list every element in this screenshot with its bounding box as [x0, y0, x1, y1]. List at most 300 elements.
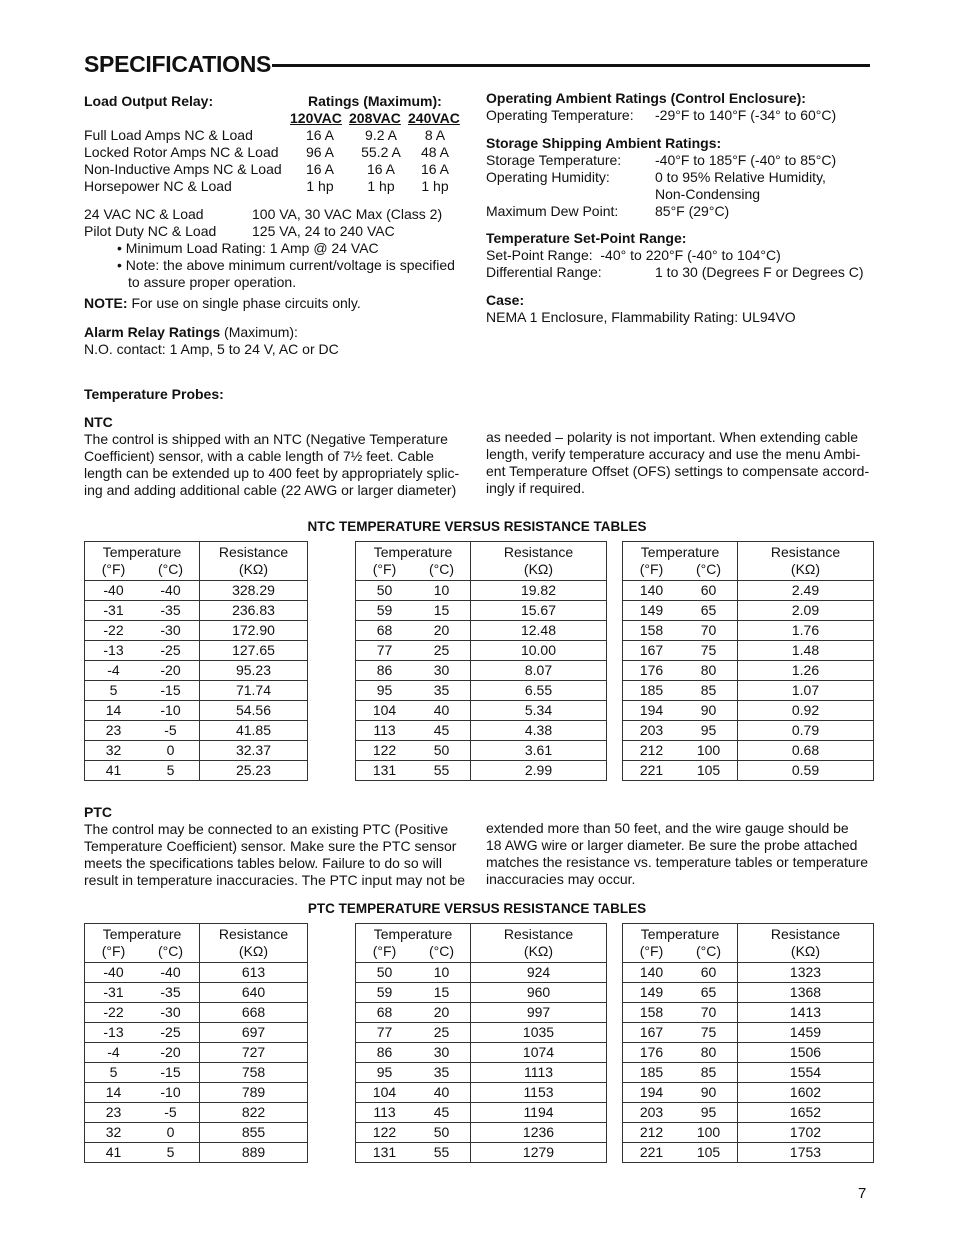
table-row — [356, 761, 607, 781]
celsius-value: 90 — [700, 1084, 717, 1100]
resistance-value: 960 — [471, 983, 607, 1003]
celsius-value: -20 — [160, 662, 181, 678]
temperature-cell — [356, 741, 471, 761]
temperature-header-label: Temperature — [102, 926, 182, 942]
fahrenheit-header: (°F) — [101, 561, 126, 577]
storage-value: -40°F to 185°F (-40° to 85°C) — [655, 152, 837, 168]
storage-label — [486, 186, 621, 203]
celsius-value: -5 — [164, 1104, 177, 1120]
celsius-value: -30 — [160, 1004, 181, 1020]
table-row — [356, 581, 607, 601]
table-row — [623, 741, 874, 761]
differential-label: Differential Range: — [486, 264, 602, 280]
temperature-header-label: Temperature — [640, 926, 720, 942]
fahrenheit-value: 149 — [639, 984, 664, 1000]
temperature-cell — [623, 983, 738, 1003]
fahrenheit-value: 194 — [639, 702, 664, 718]
table-row — [623, 1063, 874, 1083]
ptc-table — [84, 923, 308, 1163]
temperature-cell — [85, 761, 200, 781]
fahrenheit-value: 86 — [376, 1044, 393, 1060]
table-row — [85, 1003, 308, 1023]
table-row — [85, 983, 308, 1003]
resistance-value: 855 — [200, 1123, 308, 1143]
resistance-value: 0.92 — [738, 701, 874, 721]
temperature-cell — [356, 661, 471, 681]
bullet-item: • Note: the above minimum current/voltage is specified to assure proper operation. — [117, 257, 455, 290]
fahrenheit-value: 23 — [105, 722, 122, 738]
setpoint-range: Set-Point Range: -40° to 220°F (-40° to 104°C) — [486, 247, 781, 263]
resistance-unit: (KΩ) — [238, 561, 269, 577]
resistance-value: 1279 — [471, 1143, 607, 1163]
ptc-heading: PTC — [84, 804, 112, 820]
resistance-value: 889 — [200, 1143, 308, 1163]
table-row — [623, 761, 874, 781]
unit-headers — [85, 561, 199, 578]
fahrenheit-value: 158 — [639, 1004, 664, 1020]
celsius-value: -40 — [160, 964, 181, 980]
resistance-value: 2.99 — [471, 761, 607, 781]
celsius-value: 45 — [433, 1104, 450, 1120]
fahrenheit-value: -22 — [103, 622, 124, 638]
fahrenheit-value: 50 — [376, 964, 393, 980]
fahrenheit-value: 194 — [639, 1084, 664, 1100]
celsius-value: 15 — [433, 602, 450, 618]
temperature-cell — [623, 621, 738, 641]
ntc-paragraph-left: The control is shipped with an NTC (Negative Temperature Coefficient) sensor, with a cable length of 7½ feet. Cable length can be extended up to 400 feet by appropriately splic- ing and adding additional cable (22 AWG or larger diameter) — [84, 431, 460, 498]
fahrenheit-value: -4 — [107, 662, 120, 678]
celsius-value: 15 — [433, 984, 450, 1000]
fahrenheit-value: 167 — [639, 642, 664, 658]
note-label: NOTE: — [84, 295, 128, 311]
storage-value: 85°F (29°C) — [655, 203, 730, 219]
unit-headers — [356, 561, 470, 578]
relay-value: 16 A — [305, 161, 335, 177]
table-row — [356, 1123, 607, 1143]
temperature-cell — [623, 963, 738, 983]
table-row — [356, 741, 607, 761]
temperature-cell — [85, 741, 200, 761]
resistance-value: 1074 — [471, 1043, 607, 1063]
celsius-value: 55 — [433, 762, 450, 778]
temperature-cell — [356, 1103, 471, 1123]
ntc-paragraph-right: as needed – polarity is not important. When extending cable length, verify temperature accuracy and use the menu Ambi- ent Temperature Offset (OFS) settings to compensate accord- ingly if required. — [486, 429, 870, 496]
celsius-value: 105 — [696, 762, 721, 778]
table-row — [356, 1083, 607, 1103]
temperature-cell — [623, 1103, 738, 1123]
temperature-cell — [85, 963, 200, 983]
va-labels — [84, 206, 216, 240]
table-row — [356, 1143, 607, 1163]
note-text: For use on single phase circuits only. — [127, 295, 361, 311]
temperature-cell — [85, 983, 200, 1003]
table-row — [356, 1063, 607, 1083]
relay-row-label: Horsepower NC & Load — [84, 178, 232, 194]
fahrenheit-value: 203 — [639, 1104, 664, 1120]
fahrenheit-value: 113 — [373, 1104, 396, 1120]
temperature-cell — [85, 1003, 200, 1023]
relay-value: 48 A — [420, 144, 450, 160]
resistance-value: 6.55 — [471, 681, 607, 701]
relay-value: 9.2 A — [365, 127, 397, 143]
fahrenheit-value: -31 — [103, 984, 124, 1000]
fahrenheit-value: 212 — [639, 742, 664, 758]
temperature-cell — [85, 601, 200, 621]
table-row — [356, 1043, 607, 1063]
temperature-header-label: Temperature — [102, 544, 182, 560]
temperature-cell — [623, 1123, 738, 1143]
celsius-value: 50 — [433, 1124, 450, 1140]
temperature-cell — [623, 1043, 738, 1063]
resistance-value: 127.65 — [200, 641, 308, 661]
resistance-value: 613 — [200, 963, 308, 983]
ratings-heading: Ratings (Maximum): — [308, 93, 442, 109]
temperature-cell — [356, 1083, 471, 1103]
relay-row-label: Non-Inductive Amps NC & Load — [84, 161, 282, 177]
celsius-value: 70 — [700, 1004, 717, 1020]
celsius-value: 95 — [700, 1104, 717, 1120]
resistance-value: 172.90 — [200, 621, 308, 641]
resistance-value: 41.85 — [200, 721, 308, 741]
table-row — [85, 601, 308, 621]
resistance-value: 1702 — [738, 1123, 874, 1143]
relay-col-120 — [290, 127, 350, 195]
fahrenheit-value: 122 — [372, 742, 397, 758]
fahrenheit-value: -31 — [103, 602, 124, 618]
celsius-value: 25 — [433, 1024, 450, 1040]
relay-value: 16 A — [305, 127, 335, 143]
table-row — [85, 681, 308, 701]
celsius-value: -35 — [160, 602, 181, 618]
table-row — [85, 721, 308, 741]
fahrenheit-value: 50 — [376, 582, 393, 598]
celsius-value: 45 — [433, 722, 450, 738]
temperature-cell — [356, 963, 471, 983]
ntc-table — [84, 541, 308, 781]
table-row — [356, 601, 607, 621]
resistance-value: 1.76 — [738, 621, 874, 641]
fahrenheit-value: 185 — [639, 682, 664, 698]
fahrenheit-value: 14 — [105, 702, 122, 718]
resistance-unit: (KΩ) — [238, 943, 269, 959]
fahrenheit-value: 131 — [372, 1144, 397, 1160]
resistance-value: 4.38 — [471, 721, 607, 741]
resistance-value: 8.07 — [471, 661, 607, 681]
va-value: 100 VA, 30 VAC Max (Class 2) — [252, 206, 443, 222]
temperature-cell — [85, 641, 200, 661]
temperature-cell — [85, 1043, 200, 1063]
table-row — [623, 661, 874, 681]
temperature-header — [85, 542, 200, 581]
table-row — [623, 1143, 874, 1163]
table-row — [356, 681, 607, 701]
resistance-header-label: Resistance — [770, 926, 841, 942]
va-label: Pilot Duty NC & Load — [84, 223, 217, 239]
unit-headers — [623, 561, 737, 578]
temperature-cell — [623, 1023, 738, 1043]
temperature-header — [623, 924, 738, 963]
fahrenheit-value: 86 — [376, 662, 393, 678]
fahrenheit-value: 149 — [639, 602, 664, 618]
relay-row-label: Full Load Amps NC & Load — [84, 127, 253, 143]
temperature-cell — [356, 681, 471, 701]
temperature-cell — [85, 1023, 200, 1043]
relay-value: 1 hp — [421, 178, 449, 194]
table-row — [356, 963, 607, 983]
voltage-120: 120VAC — [290, 110, 342, 126]
temperature-cell — [356, 983, 471, 1003]
celsius-value: -15 — [160, 682, 181, 698]
page-number: 7 — [858, 1185, 867, 1202]
celsius-value: -25 — [160, 642, 181, 658]
table-header-row — [356, 924, 607, 963]
temperature-header — [356, 542, 471, 581]
celsius-value: 20 — [433, 622, 450, 638]
table-row — [85, 1063, 308, 1083]
resistance-value: 1506 — [738, 1043, 874, 1063]
alarm-heading: Alarm Relay Ratings (Maximum): — [84, 324, 298, 340]
temperature-cell — [623, 1063, 738, 1083]
fahrenheit-value: 212 — [639, 1124, 664, 1140]
relay-value: 1 hp — [306, 178, 334, 194]
celsius-value: 25 — [433, 642, 450, 658]
table-row — [85, 963, 308, 983]
table-row — [356, 1003, 607, 1023]
celsius-value: 30 — [433, 662, 450, 678]
temperature-cell — [85, 701, 200, 721]
resistance-value: 1035 — [471, 1023, 607, 1043]
title-rule — [272, 64, 870, 67]
ptc-table — [622, 923, 874, 1163]
temperature-cell — [85, 661, 200, 681]
storage-labels — [486, 152, 621, 220]
resistance-value: 924 — [471, 963, 607, 983]
resistance-value: 822 — [200, 1103, 308, 1123]
temperature-cell — [85, 1103, 200, 1123]
temperature-cell — [356, 601, 471, 621]
table-header-row — [356, 542, 607, 581]
fahrenheit-value: 32 — [105, 1124, 122, 1140]
temperature-cell — [85, 621, 200, 641]
case-text: NEMA 1 Enclosure, Flammability Rating: UL94VO — [486, 309, 796, 325]
fahrenheit-value: -4 — [107, 1044, 120, 1060]
fahrenheit-value: -40 — [103, 964, 124, 980]
temperature-header — [623, 542, 738, 581]
resistance-header — [738, 924, 874, 963]
celsius-header: (°C) — [428, 561, 455, 577]
resistance-value: 328.29 — [200, 581, 308, 601]
storage-label: Maximum Dew Point: — [486, 203, 619, 219]
temperature-cell — [623, 761, 738, 781]
resistance-value: 2.09 — [738, 601, 874, 621]
ambient-label: Operating Temperature: — [486, 107, 634, 123]
celsius-value: 5 — [166, 762, 175, 778]
celsius-value: 100 — [696, 742, 721, 758]
differential-value: 1 to 30 (Degrees F or Degrees C) — [655, 264, 864, 280]
celsius-value: 60 — [700, 582, 717, 598]
table-row — [356, 641, 607, 661]
celsius-value: 75 — [700, 642, 717, 658]
table-row — [85, 581, 308, 601]
celsius-value: 50 — [433, 742, 450, 758]
celsius-value: 80 — [700, 662, 717, 678]
ntc-table — [355, 541, 607, 781]
relay-value: 55.2 A — [361, 144, 401, 160]
resistance-value: 997 — [471, 1003, 607, 1023]
resistance-value: 789 — [200, 1083, 308, 1103]
temperature-cell — [85, 721, 200, 741]
va-value: 125 VA, 24 to 240 VAC — [252, 223, 395, 239]
table-row — [85, 701, 308, 721]
fahrenheit-value: 122 — [372, 1124, 397, 1140]
temperature-cell — [623, 741, 738, 761]
relay-value: 8 A — [424, 127, 446, 143]
resistance-value: 0.59 — [738, 761, 874, 781]
resistance-header-label: Resistance — [218, 544, 289, 560]
table-row — [85, 1103, 308, 1123]
fahrenheit-value: 104 — [372, 702, 397, 718]
relay-value: 16 A — [366, 161, 396, 177]
temperature-header-label: Temperature — [373, 926, 453, 942]
temperature-cell — [623, 661, 738, 681]
celsius-value: -40 — [160, 582, 181, 598]
table-row — [356, 1103, 607, 1123]
load-output-heading: Load Output Relay: — [84, 93, 214, 109]
fahrenheit-value: 23 — [105, 1104, 122, 1120]
resistance-value: 1554 — [738, 1063, 874, 1083]
resistance-value: 12.48 — [471, 621, 607, 641]
probes-heading: Temperature Probes: — [84, 386, 224, 402]
celsius-value: 0 — [166, 1124, 175, 1140]
temperature-cell — [623, 1143, 738, 1163]
resistance-unit: (KΩ) — [523, 561, 554, 577]
temperature-cell — [623, 601, 738, 621]
ntc-heading: NTC — [84, 414, 113, 430]
storage-value: 0 to 95% Relative Humidity, — [655, 169, 826, 185]
ptc-paragraph-left: The control may be connected to an existing PTC (Positive Temperature Coefficient) sensor. Make sure the PTC sensor meets the specifications tables below. Failure to do so will result in temperature inaccuracies. The PTC input may not be — [84, 821, 466, 888]
temperature-cell — [623, 701, 738, 721]
fahrenheit-value: 140 — [639, 964, 664, 980]
temperature-header — [85, 924, 200, 963]
unit-headers — [356, 943, 470, 960]
relay-col-240 — [408, 127, 462, 195]
resistance-value: 3.61 — [471, 741, 607, 761]
temperature-cell — [356, 1143, 471, 1163]
temperature-cell — [85, 1063, 200, 1083]
temperature-header-label: Temperature — [373, 544, 453, 560]
table-row — [85, 1043, 308, 1063]
table-row — [85, 1083, 308, 1103]
fahrenheit-header: (°F) — [101, 943, 126, 959]
celsius-header: (°C) — [695, 561, 722, 577]
temperature-cell — [356, 1003, 471, 1023]
fahrenheit-value: 176 — [639, 1044, 664, 1060]
temperature-cell — [85, 681, 200, 701]
resistance-unit: (KΩ) — [790, 561, 821, 577]
temperature-cell — [356, 761, 471, 781]
resistance-value: 1153 — [471, 1083, 607, 1103]
table-row — [85, 1023, 308, 1043]
resistance-value: 54.56 — [200, 701, 308, 721]
resistance-value: 1.07 — [738, 681, 874, 701]
resistance-header — [738, 542, 874, 581]
unit-headers — [85, 943, 199, 960]
fahrenheit-value: 14 — [105, 1084, 122, 1100]
celsius-value: 85 — [700, 682, 717, 698]
celsius-value: 10 — [433, 964, 450, 980]
resistance-value: 1459 — [738, 1023, 874, 1043]
temperature-cell — [623, 581, 738, 601]
fahrenheit-value: 158 — [639, 622, 664, 638]
table-row — [623, 601, 874, 621]
fahrenheit-header: (°F) — [372, 561, 397, 577]
va-values — [252, 206, 442, 240]
celsius-value: 105 — [696, 1144, 721, 1160]
table-row — [85, 641, 308, 661]
celsius-header: (°C) — [695, 943, 722, 959]
temperature-cell — [356, 701, 471, 721]
temperature-cell — [85, 1123, 200, 1143]
table-row — [623, 1023, 874, 1043]
temperature-cell — [356, 641, 471, 661]
temperature-cell — [623, 641, 738, 661]
storage-values — [655, 152, 836, 220]
celsius-value: 5 — [166, 1144, 175, 1160]
celsius-value: -5 — [164, 722, 177, 738]
fahrenheit-value: 59 — [376, 602, 393, 618]
fahrenheit-value: 59 — [376, 984, 393, 1000]
resistance-value: 758 — [200, 1063, 308, 1083]
celsius-value: -30 — [160, 622, 181, 638]
resistance-value: 1368 — [738, 983, 874, 1003]
celsius-value: 35 — [433, 1064, 450, 1080]
resistance-header — [471, 924, 607, 963]
ptc-paragraph-right: extended more than 50 feet, and the wire gauge should be 18 AWG wire or larger diameter. Be sure the probe attached matches the resistance vs. temperature tables or temperature inaccuracies may occur. — [486, 820, 869, 887]
table-row — [85, 1143, 308, 1163]
celsius-value: 40 — [433, 702, 450, 718]
table-row — [623, 983, 874, 1003]
fahrenheit-value: 41 — [105, 1144, 122, 1160]
voltage-240: 240VAC — [408, 110, 460, 126]
fahrenheit-value: 203 — [639, 722, 664, 738]
resistance-value: 1413 — [738, 1003, 874, 1023]
temperature-cell — [356, 621, 471, 641]
resistance-value: 1194 — [471, 1103, 607, 1123]
table-row — [85, 621, 308, 641]
celsius-value: 80 — [700, 1044, 717, 1060]
resistance-value: 727 — [200, 1043, 308, 1063]
resistance-value: 668 — [200, 1003, 308, 1023]
celsius-value: 85 — [700, 1064, 717, 1080]
resistance-value: 1.48 — [738, 641, 874, 661]
table-row — [623, 1103, 874, 1123]
table-row — [356, 721, 607, 741]
fahrenheit-header: (°F) — [639, 943, 664, 959]
fahrenheit-value: 95 — [376, 1064, 393, 1080]
table-row — [623, 581, 874, 601]
fahrenheit-value: 68 — [376, 622, 393, 638]
celsius-value: -15 — [160, 1064, 181, 1080]
storage-heading: Storage Shipping Ambient Ratings: — [486, 135, 722, 151]
celsius-value: -20 — [160, 1044, 181, 1060]
resistance-value: 236.83 — [200, 601, 308, 621]
celsius-value: 90 — [700, 702, 717, 718]
resistance-unit: (KΩ) — [790, 943, 821, 959]
celsius-value: 30 — [433, 1044, 450, 1060]
setpoint-heading: Temperature Set-Point Range: — [486, 230, 687, 246]
fahrenheit-header: (°F) — [639, 561, 664, 577]
temperature-cell — [356, 721, 471, 741]
